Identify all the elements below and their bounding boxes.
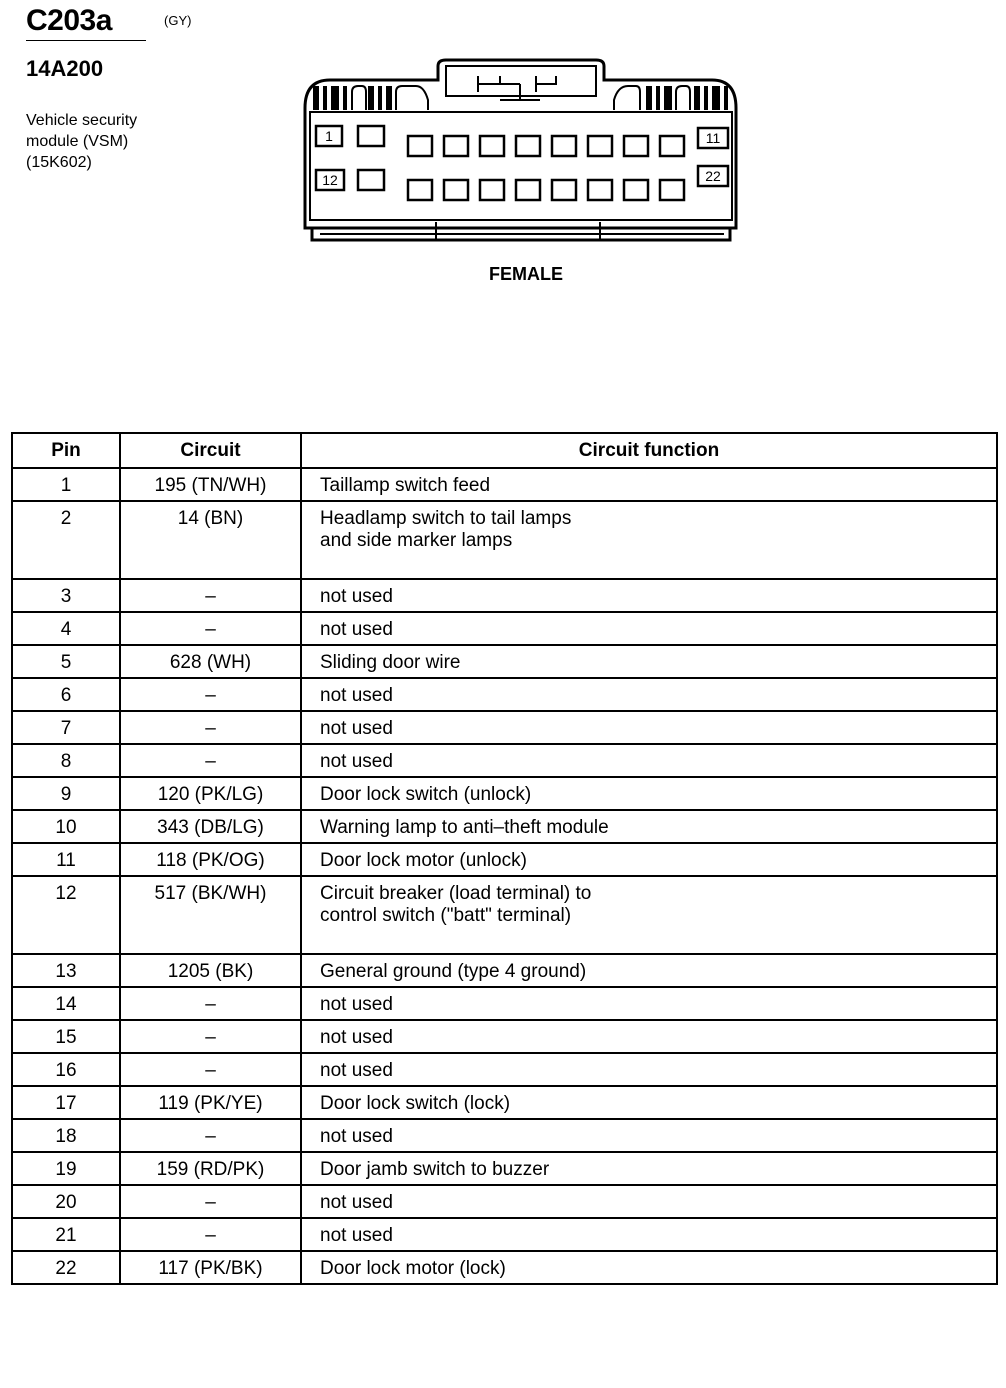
- pin-cavity: [624, 136, 648, 156]
- circuit-cell: –: [120, 711, 301, 744]
- table-row: [12, 579, 997, 612]
- table-row: [12, 744, 997, 777]
- pin-cell: 15: [12, 1020, 120, 1053]
- pin-cell: 2: [12, 501, 120, 579]
- function-cell: Door lock switch (lock): [301, 1086, 997, 1119]
- circuit-cell: 195 (TN/WH): [120, 468, 301, 501]
- description-line: Vehicle security: [26, 112, 138, 129]
- circuit-cell: –: [120, 1185, 301, 1218]
- pin-cavity: [408, 136, 432, 156]
- pin-cell: 5: [12, 645, 120, 678]
- pin-cell: 12: [12, 876, 120, 954]
- pin-label-first-top: 1: [325, 128, 333, 144]
- table-row: [12, 645, 997, 678]
- pin-cavity: [588, 180, 612, 200]
- pin-cavity: [660, 136, 684, 156]
- connector-ribs-right: [646, 86, 728, 110]
- pin-cavity: [552, 136, 576, 156]
- header-circuit: Circuit: [120, 433, 301, 468]
- pin-cell: 16: [12, 1053, 120, 1086]
- table-row: [12, 1152, 997, 1185]
- circuit-cell: 343 (DB/LG): [120, 810, 301, 843]
- pin-cell: 19: [12, 1152, 120, 1185]
- table-row: [12, 954, 997, 987]
- table-row: [12, 1185, 997, 1218]
- pin-cell: 9: [12, 777, 120, 810]
- function-cell: Sliding door wire: [301, 645, 997, 678]
- table-row: [12, 810, 997, 843]
- header-pin: Pin: [12, 433, 120, 468]
- pin-cavity: [480, 136, 504, 156]
- table-row: [12, 501, 997, 579]
- connector-color: (GY): [164, 13, 192, 28]
- connector-face-diagram: [0, 0, 1006, 300]
- circuit-cell: –: [120, 1119, 301, 1152]
- circuit-cell: 159 (RD/PK): [120, 1152, 301, 1185]
- pin-cell: 10: [12, 810, 120, 843]
- pin-cell: 1: [12, 468, 120, 501]
- pin-cell: 22: [12, 1251, 120, 1284]
- table-row: [12, 1053, 997, 1086]
- function-cell: not used: [301, 1185, 997, 1218]
- function-cell: Warning lamp to anti–theft module: [301, 810, 997, 843]
- circuit-cell: 14 (BN): [120, 501, 301, 579]
- circuit-cell: 1205 (BK): [120, 954, 301, 987]
- pin-cavity: [588, 136, 612, 156]
- table-row: [12, 1251, 997, 1284]
- pin-cell: 6: [12, 678, 120, 711]
- function-cell: not used: [301, 1119, 997, 1152]
- pin-cavity: [358, 126, 384, 146]
- pin-cell: 18: [12, 1119, 120, 1152]
- pin-cell: 21: [12, 1218, 120, 1251]
- circuit-cell: –: [120, 678, 301, 711]
- pin-cell: 14: [12, 987, 120, 1020]
- table-row: [12, 678, 997, 711]
- table-row: [12, 468, 997, 501]
- function-cell: not used: [301, 1020, 997, 1053]
- table-row: [12, 1086, 997, 1119]
- function-cell: General ground (type 4 ground): [301, 954, 997, 987]
- function-cell: Circuit breaker (load terminal) to control switch ("batt" terminal): [301, 876, 997, 954]
- header-circuit-function: Circuit function: [301, 433, 997, 468]
- circuit-cell: 120 (PK/LG): [120, 777, 301, 810]
- connector-id: C203a: [26, 4, 112, 37]
- circuit-cell: –: [120, 987, 301, 1020]
- pin-cell: 17: [12, 1086, 120, 1119]
- circuit-cell: 628 (WH): [120, 645, 301, 678]
- function-cell: not used: [301, 744, 997, 777]
- table-row: [12, 711, 997, 744]
- pin-cell: 11: [12, 843, 120, 876]
- circuit-cell: 117 (PK/BK): [120, 1251, 301, 1284]
- pin-cell: 7: [12, 711, 120, 744]
- circuit-cell: 119 (PK/YE): [120, 1086, 301, 1119]
- function-cell: Taillamp switch feed: [301, 468, 997, 501]
- pin-cavity: [480, 180, 504, 200]
- function-cell: not used: [301, 987, 997, 1020]
- pin-cavity: [444, 180, 468, 200]
- table-row: [12, 777, 997, 810]
- function-cell: Headlamp switch to tail lamps and side marker lamps: [301, 501, 997, 579]
- function-cell: Door lock switch (unlock): [301, 777, 997, 810]
- pin-label-last-bottom: 22: [705, 168, 721, 184]
- pin-cavity: [358, 170, 384, 190]
- function-cell: not used: [301, 579, 997, 612]
- function-cell: not used: [301, 1218, 997, 1251]
- pin-cell: 13: [12, 954, 120, 987]
- table-row: [12, 1020, 997, 1053]
- pin-cavity: [516, 136, 540, 156]
- description-line: (15K602): [26, 154, 92, 171]
- circuit-cell: –: [120, 1020, 301, 1053]
- table-row: [12, 1218, 997, 1251]
- circuit-cell: 517 (BK/WH): [120, 876, 301, 954]
- pinout-table: [11, 432, 998, 1285]
- pin-cell: 3: [12, 579, 120, 612]
- table-header-row: [12, 433, 997, 468]
- function-cell: not used: [301, 711, 997, 744]
- part-number: 14A200: [26, 56, 104, 81]
- function-cell: not used: [301, 612, 997, 645]
- table-row: [12, 1119, 997, 1152]
- circuit-cell: –: [120, 612, 301, 645]
- table-row: [12, 843, 997, 876]
- pin-cell: 8: [12, 744, 120, 777]
- pin-cavity: [624, 180, 648, 200]
- pin-cavity: [660, 180, 684, 200]
- pin-cell: 20: [12, 1185, 120, 1218]
- function-cell: not used: [301, 678, 997, 711]
- pin-cell: 4: [12, 612, 120, 645]
- pin-cavity: [552, 180, 576, 200]
- function-cell: Door jamb switch to buzzer: [301, 1152, 997, 1185]
- description-line: module (VSM): [26, 133, 129, 150]
- connector-gender-label: FEMALE: [489, 264, 563, 284]
- table-row: [12, 987, 997, 1020]
- table-row: [12, 876, 997, 954]
- circuit-cell: 118 (PK/OG): [120, 843, 301, 876]
- function-cell: Door lock motor (lock): [301, 1251, 997, 1284]
- function-cell: Door lock motor (unlock): [301, 843, 997, 876]
- function-cell: not used: [301, 1053, 997, 1086]
- pin-label-last-top: 11: [705, 130, 721, 146]
- pin-cavity: [444, 136, 468, 156]
- circuit-cell: –: [120, 1218, 301, 1251]
- circuit-cell: –: [120, 744, 301, 777]
- circuit-cell: –: [120, 1053, 301, 1086]
- connector-face: [310, 112, 732, 220]
- table-row: [12, 612, 997, 645]
- circuit-cell: –: [120, 579, 301, 612]
- pin-label-first-bottom: 12: [322, 172, 338, 188]
- pin-cavity: [408, 180, 432, 200]
- pin-cavity: [516, 180, 540, 200]
